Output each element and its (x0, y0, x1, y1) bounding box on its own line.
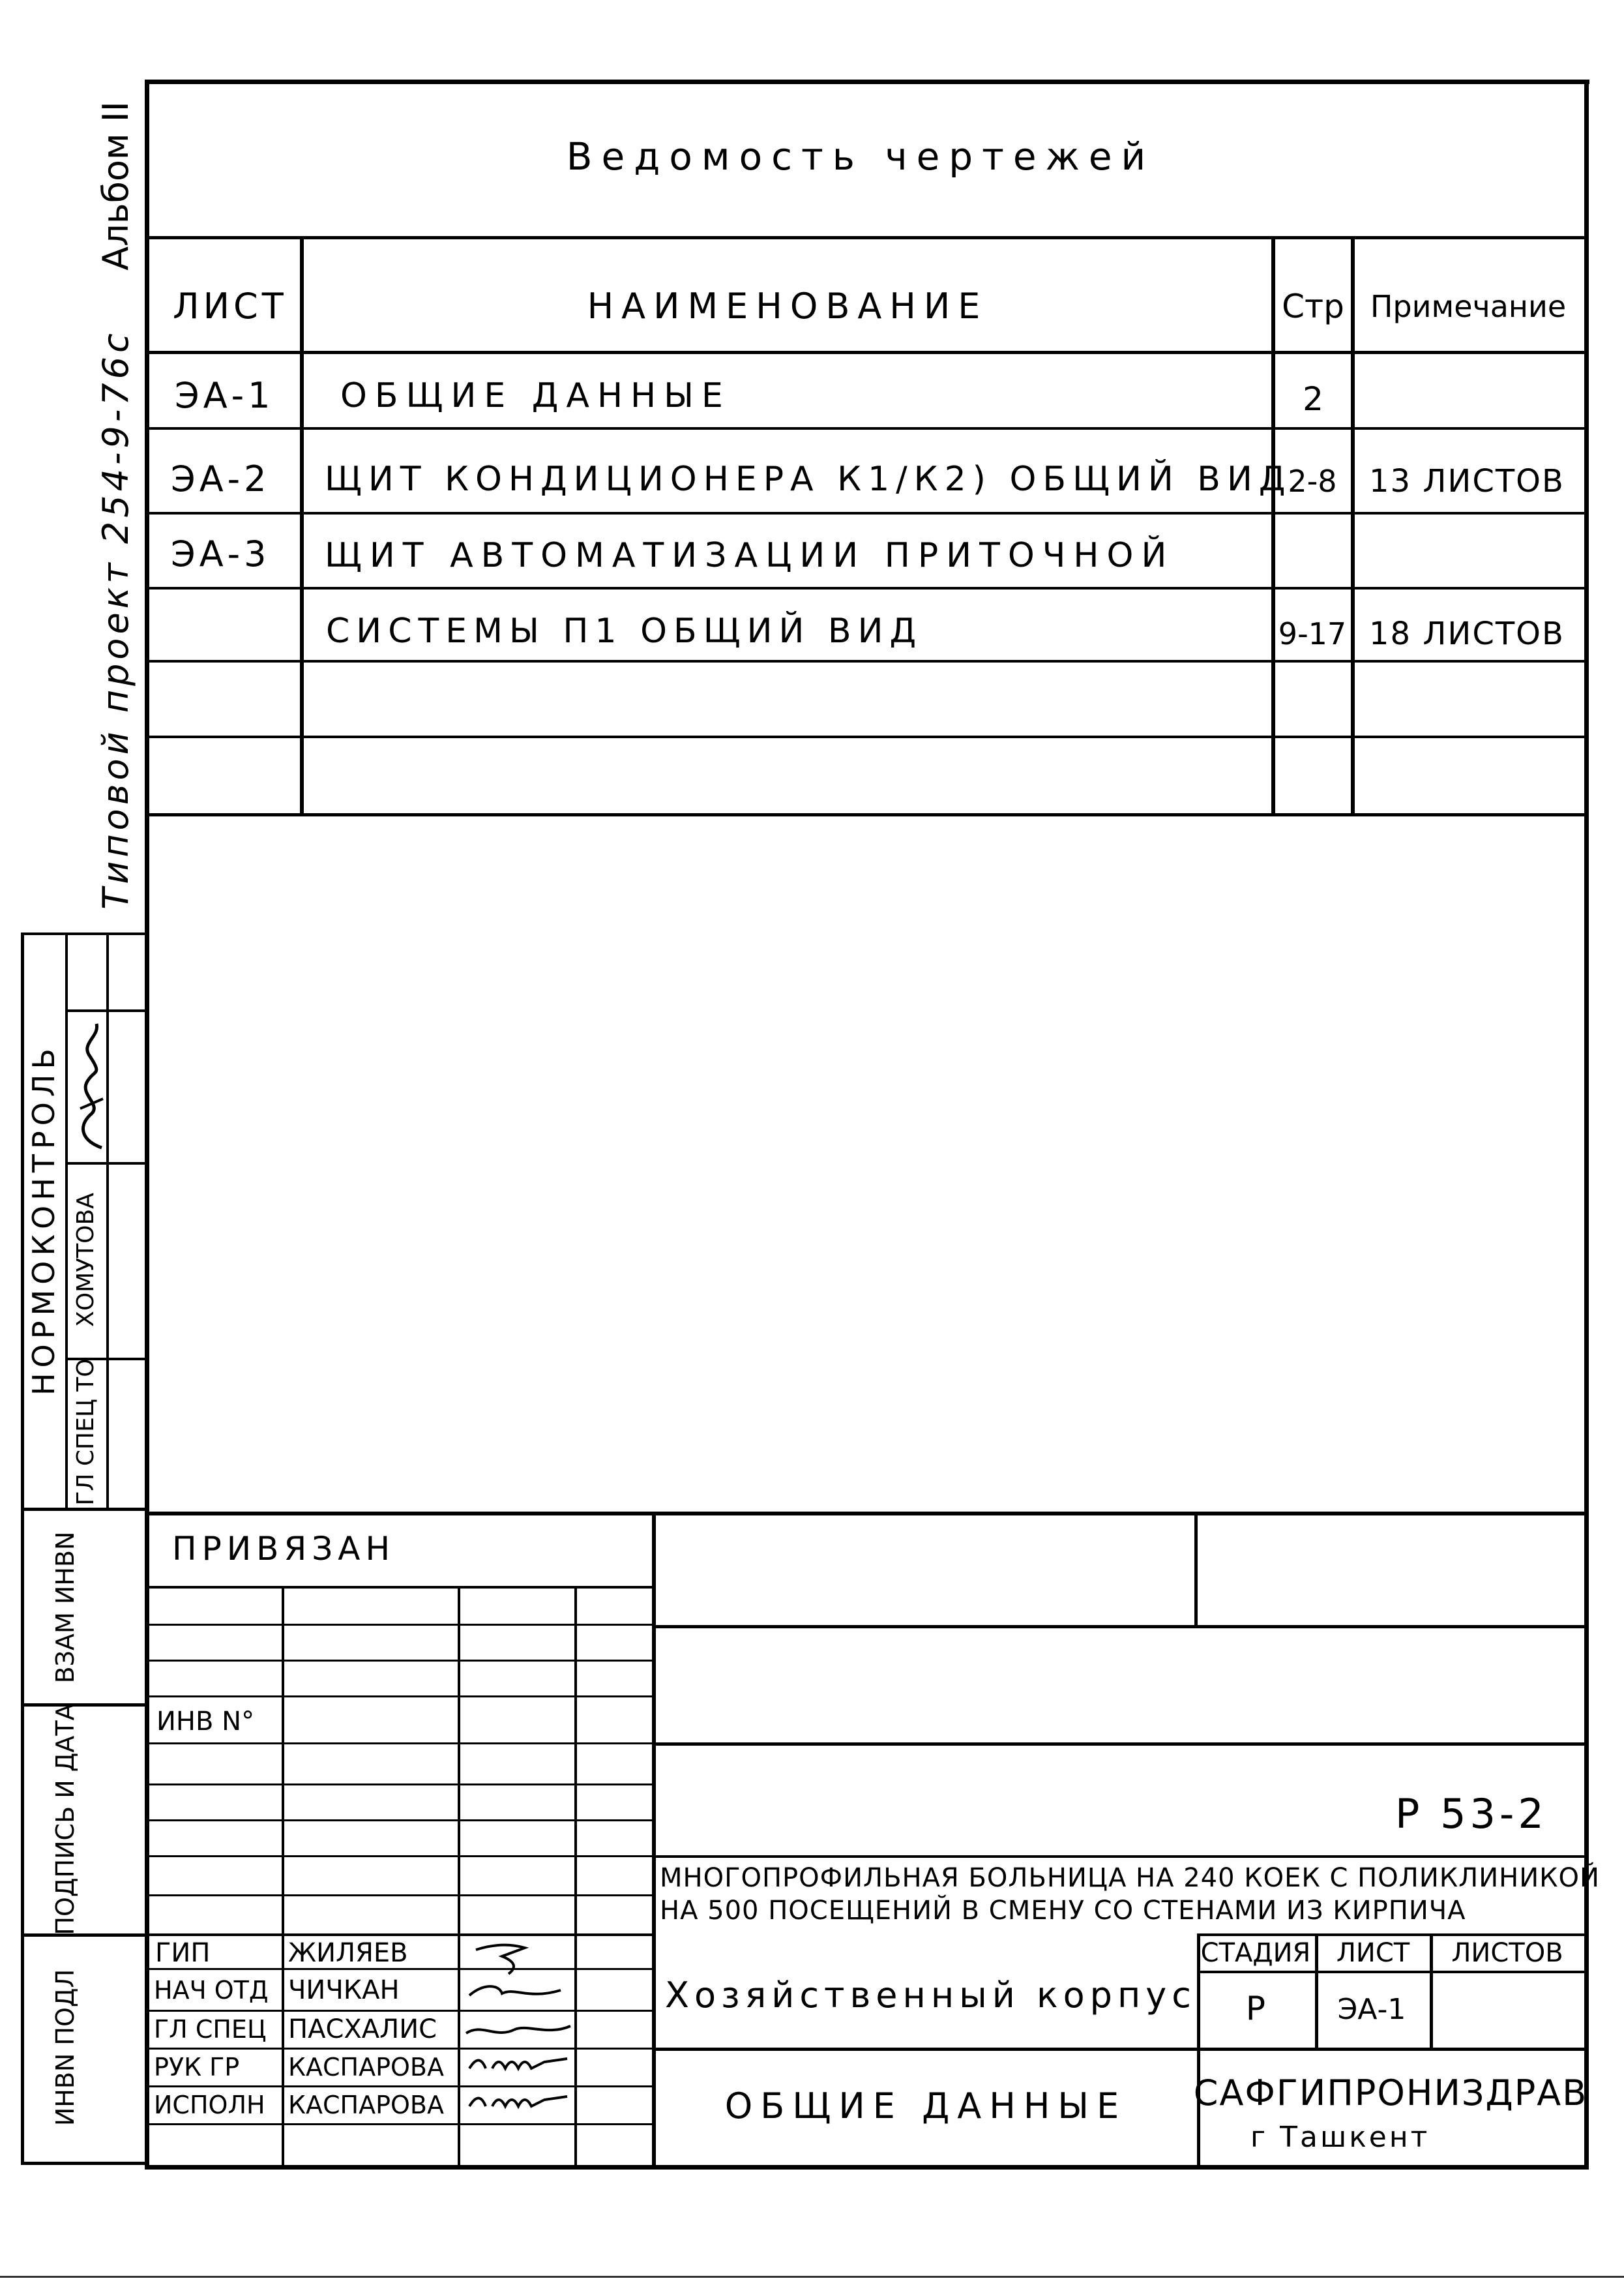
table-row-sheet: ЭА-3 (171, 533, 271, 574)
album-label: Альбом II (95, 101, 136, 271)
signature-name: КАСПАРОВА (288, 2091, 444, 2119)
normocontrol-name: ХОМУТОВА (72, 1193, 99, 1327)
signature-role: ИСПОЛН (154, 2091, 265, 2119)
table-row-name: ЩИТ КОНДИЦИОНЕРА К1/К2) ОБЩИЙ ВИД (325, 460, 1292, 499)
table-row-page: 2-8 (1288, 464, 1337, 499)
header-name: НАИМЕНОВАНИЕ (587, 286, 988, 327)
sheet-label: ЛИСТ (1336, 1938, 1410, 1968)
signature-name: ПАСХАЛИС (288, 2014, 437, 2044)
building-name: Хозяйственный корпус (665, 1975, 1196, 2016)
table-row-sheet: ЭА-2 (171, 458, 271, 500)
drawing-code: Р 53-2 (1395, 1790, 1548, 1838)
table-row-page: 2 (1303, 380, 1323, 418)
stage-label: СТАДИЯ (1200, 1938, 1311, 1968)
table-row-sheet: ЭА-1 (175, 375, 274, 416)
signature-name: ЖИЛЯЕВ (288, 1938, 408, 1968)
organization-name: САФГИПРОНИЗДРАВ (1193, 2072, 1588, 2113)
project-description-line2: НА 500 ПОСЕЩЕНИЙ В СМЕНУ СО СТЕНАМИ ИЗ КИРПИЧА (660, 1896, 1466, 1926)
table-row-note: 13 ЛИСТОВ (1369, 463, 1565, 500)
header-note: Примечание (1370, 289, 1567, 324)
signature-role: ГЛ СПЕЦ (154, 2015, 267, 2044)
table-row-name: ОБЩИЕ ДАННЫЕ (340, 376, 731, 415)
inv-no-label: ИНВ N° (156, 1707, 255, 1737)
sheet-title: ОБЩИЕ ДАННЫЕ (724, 2085, 1127, 2126)
table-row-page: 9-17 (1278, 616, 1347, 651)
document-title: Ведомость чертежей (566, 134, 1155, 179)
project-description-line1: МНОГОПРОФИЛЬНАЯ БОЛЬНИЦА НА 240 КОЕК С ПОЛИКЛИНИКОЙ (660, 1863, 1600, 1893)
normocontrol-label: НОРМОКОНТРОЛЬ (26, 1043, 61, 1396)
privyazan-label: ПРИВЯЗАН (172, 1530, 396, 1568)
normocontrol-signature (70, 1017, 110, 1154)
sheets-count-label: ЛИСТОВ (1451, 1938, 1563, 1968)
signature-role: РУК ГР (154, 2053, 240, 2082)
table-row-note: 18 ЛИСТОВ (1369, 616, 1565, 652)
signature-role: НАЧ ОТД (154, 1976, 269, 2005)
normocontrol-role: ГЛ СПЕЦ ТО (72, 1358, 99, 1506)
vzam-inv-label: ВЗАМ ИНВN (51, 1531, 80, 1684)
table-row-name: СИСТЕМЫ П1 ОБЩИЙ ВИД (326, 612, 923, 651)
header-sheet: ЛИСТ (173, 286, 288, 327)
organization-city: г Ташкент (1250, 2121, 1430, 2154)
header-page: Стр (1282, 288, 1344, 325)
sheet-value: ЭА-1 (1337, 1993, 1406, 2026)
signature-date-label: ПОДПИСЬ И ДАТА (51, 1703, 80, 1935)
signature-name: ЧИЧКАН (288, 1975, 400, 2005)
table-row-name: ЩИТ АВТОМАТИЗАЦИИ ПРИТОЧНОЙ (325, 536, 1175, 575)
signature-role: ГИП (155, 1938, 211, 1968)
signature-marks (463, 1938, 574, 2127)
inv-podl-label: ИНВN ПОДЛ (51, 1969, 80, 2126)
project-label: Типовой проект 254-9-76с (95, 329, 136, 910)
stage-value: Р (1245, 1990, 1266, 2027)
signature-name: КАСПАРОВА (288, 2053, 444, 2082)
